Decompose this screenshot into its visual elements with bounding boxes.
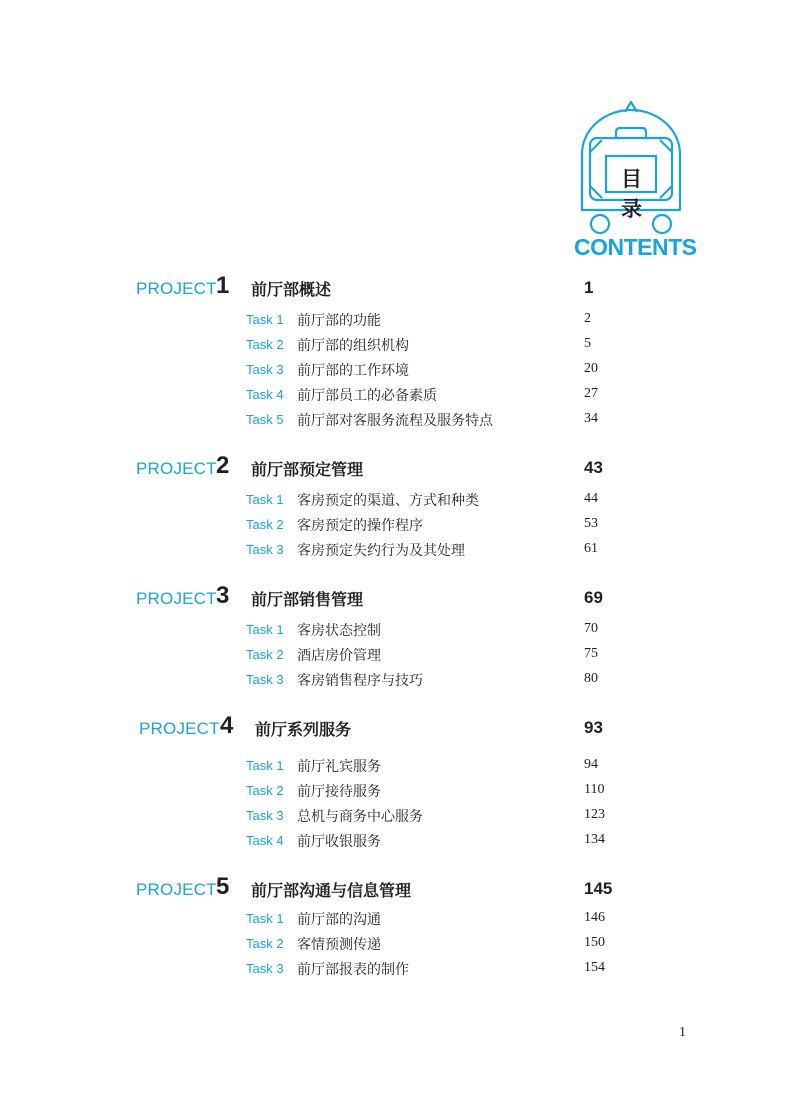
logo-title: 目录 <box>621 167 643 221</box>
task-row[interactable] <box>0 490 800 512</box>
task-page: 27 <box>584 386 598 401</box>
project-title: 前厅系列服务 <box>255 720 352 739</box>
project-label: PROJECT <box>136 589 217 608</box>
page-number: 1 <box>679 1025 686 1040</box>
project-label: PROJECT <box>136 279 217 298</box>
task-row[interactable] <box>0 620 800 642</box>
project-title: 前厅部预定管理 <box>251 460 364 479</box>
task-title: 前厅接待服务 <box>297 784 381 800</box>
project-heading[interactable] <box>0 712 800 742</box>
project-label: PROJECT <box>139 719 220 738</box>
project-heading[interactable] <box>0 452 800 482</box>
task-label: Task 5 <box>246 412 284 427</box>
task-page: 94 <box>584 757 598 772</box>
project-number: 2 <box>216 452 230 479</box>
task-page: 150 <box>584 935 605 950</box>
project-label: PROJECT <box>136 880 217 899</box>
task-label: Task 2 <box>246 936 284 951</box>
task-page: 75 <box>584 646 598 661</box>
task-label: Task 3 <box>246 542 284 557</box>
task-row[interactable] <box>0 670 800 692</box>
task-row[interactable] <box>0 360 800 382</box>
project-page: 43 <box>584 458 603 477</box>
task-row[interactable] <box>0 335 800 357</box>
project-title: 前厅部概述 <box>251 280 332 299</box>
task-title: 前厅收银服务 <box>297 834 381 850</box>
task-title: 前厅部的沟通 <box>297 912 381 928</box>
task-page: 134 <box>584 832 605 847</box>
task-title: 客房预定失约行为及其处理 <box>297 543 465 559</box>
project-page: 145 <box>584 879 613 898</box>
task-label: Task 1 <box>246 312 284 327</box>
task-title: 客房销售程序与技巧 <box>297 673 423 689</box>
task-row[interactable] <box>0 756 800 778</box>
task-page: 2 <box>584 311 591 326</box>
contents-logo <box>572 98 697 264</box>
task-label: Task 4 <box>246 387 284 402</box>
task-page: 20 <box>584 361 598 376</box>
task-label: Task 4 <box>246 833 284 848</box>
task-page: 146 <box>584 910 605 925</box>
task-title: 前厅部员工的必备素质 <box>297 388 437 404</box>
task-title: 前厅部对客服务流程及服务特点 <box>297 413 493 429</box>
task-page: 123 <box>584 807 605 822</box>
contents-heading: CONTENTS <box>574 234 697 260</box>
task-page: 44 <box>584 491 598 506</box>
task-title: 客情预测传递 <box>297 937 381 953</box>
task-row[interactable] <box>0 515 800 537</box>
task-row[interactable] <box>0 959 800 981</box>
task-label: Task 3 <box>246 808 284 823</box>
project-number: 4 <box>220 712 234 739</box>
project-page: 1 <box>584 278 594 297</box>
project-page: 93 <box>584 718 603 737</box>
task-title: 酒店房价管理 <box>297 648 381 664</box>
project-title: 前厅部销售管理 <box>251 590 364 609</box>
project-heading[interactable] <box>0 873 800 903</box>
task-title: 前厅礼宾服务 <box>297 759 381 775</box>
task-row[interactable] <box>0 781 800 803</box>
task-label: Task 2 <box>246 337 284 352</box>
task-label: Task 3 <box>246 672 284 687</box>
task-row[interactable] <box>0 385 800 407</box>
task-label: Task 1 <box>246 492 284 507</box>
task-title: 客房预定的操作程序 <box>297 518 423 534</box>
task-page: 34 <box>584 411 598 426</box>
project-heading[interactable] <box>0 582 800 612</box>
task-row[interactable] <box>0 806 800 828</box>
project-number: 3 <box>216 582 230 609</box>
task-page: 53 <box>584 516 598 531</box>
project-label: PROJECT <box>136 459 217 478</box>
task-title: 前厅部的功能 <box>297 313 381 329</box>
task-title: 前厅部的组织机构 <box>297 338 409 354</box>
task-label: Task 1 <box>246 622 284 637</box>
project-number: 1 <box>216 272 230 299</box>
task-row[interactable] <box>0 831 800 853</box>
task-row[interactable] <box>0 410 800 432</box>
task-page: 5 <box>584 336 591 351</box>
task-row[interactable] <box>0 934 800 956</box>
task-page: 70 <box>584 621 598 636</box>
task-page: 80 <box>584 671 598 686</box>
task-page: 154 <box>584 960 605 975</box>
task-label: Task 1 <box>246 758 284 773</box>
project-number: 5 <box>216 873 230 900</box>
task-label: Task 2 <box>246 647 284 662</box>
task-label: Task 2 <box>246 783 284 798</box>
task-page: 61 <box>584 541 598 556</box>
project-heading[interactable] <box>0 272 800 302</box>
task-title: 客房预定的渠道、方式和种类 <box>297 493 479 509</box>
task-row[interactable] <box>0 540 800 562</box>
task-title: 客房状态控制 <box>297 623 381 639</box>
task-label: Task 3 <box>246 961 284 976</box>
task-title: 前厅部的工作环境 <box>297 363 409 379</box>
task-title: 总机与商务中心服务 <box>297 809 423 825</box>
task-row[interactable] <box>0 909 800 931</box>
task-label: Task 1 <box>246 911 284 926</box>
task-row[interactable] <box>0 310 800 332</box>
project-page: 69 <box>584 588 603 607</box>
task-row[interactable] <box>0 645 800 667</box>
task-title: 前厅部报表的制作 <box>297 962 409 978</box>
task-label: Task 3 <box>246 362 284 377</box>
task-label: Task 2 <box>246 517 284 532</box>
task-page: 110 <box>584 782 605 797</box>
project-title: 前厅部沟通与信息管理 <box>251 881 412 900</box>
